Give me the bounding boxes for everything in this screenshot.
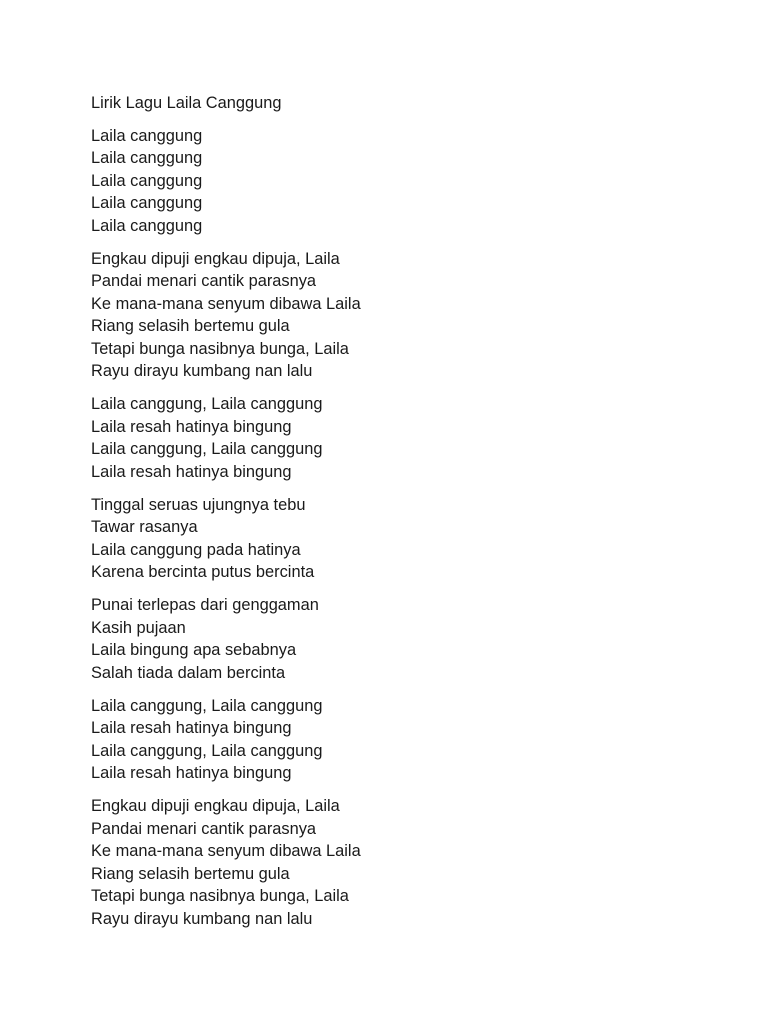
lyric-line: Laila canggung [91, 216, 203, 235]
lyric-line: Laila resah hatinya bingung [91, 462, 292, 481]
stanza-1 [91, 125, 711, 238]
lyric-line: Kasih pujaan [91, 618, 186, 637]
lyric-line: Riang selasih bertemu gula [91, 317, 290, 335]
stanza-2 [91, 248, 711, 383]
lyric-line: Rayu dirayu kumbang nan lalu [91, 362, 313, 380]
lyric-line: Engkau dipuji engkau dipuja, Laila [91, 797, 340, 815]
lyric-line: Laila resah hatinya bingung [91, 719, 292, 737]
lyric-line: Engkau dipuji engkau dipuja, Laila [91, 249, 340, 268]
lyric-line: Laila canggung, Laila canggung [91, 440, 323, 458]
lyric-line: Tawar rasanya [91, 518, 198, 536]
lyric-line: Laila canggung [91, 171, 203, 190]
stanza-5 [91, 594, 711, 684]
lyric-line: Karena bercinta putus bercinta [91, 563, 315, 581]
lyric-line: Laila canggung [91, 194, 203, 212]
lyric-line: Laila canggung [91, 149, 203, 167]
lyric-line: Laila canggung [91, 126, 203, 145]
stanza-6-chorus [91, 695, 711, 785]
lyric-line: Laila bingung apa sebabnya [91, 641, 297, 659]
stanza-3-chorus [91, 393, 711, 483]
lyric-line: Punai terlepas dari genggaman [91, 596, 319, 614]
document-title: Lirik Lagu Laila Canggung [91, 94, 282, 112]
lyric-line: Rayu dirayu kumbang nan lalu [91, 909, 313, 928]
lyric-line: Pandai menari cantik parasnya [91, 272, 317, 290]
lyric-line: Pandai menari cantik parasnya [91, 819, 317, 838]
lyric-line: Laila resah hatinya bingung [91, 764, 292, 782]
stanza-4 [91, 494, 711, 584]
lyric-line: Salah tiada dalam bercinta [91, 663, 286, 682]
lyric-line: Tetapi bunga nasibnya bunga, Laila [91, 339, 349, 358]
lyric-line: Riang selasih bertemu gula [91, 864, 290, 883]
lyric-line: Laila canggung, Laila canggung [91, 395, 323, 413]
lyric-line: Laila canggung, Laila canggung [91, 741, 323, 760]
lyric-line: Laila resah hatinya bingung [91, 417, 292, 436]
lyric-line: Tinggal seruas ujungnya tebu [91, 495, 306, 514]
lyric-line: Laila canggung, Laila canggung [91, 696, 323, 715]
lyric-line: Ke mana-mana senyum dibawa Laila [91, 294, 361, 313]
lyric-line: Tetapi bunga nasibnya bunga, Laila [91, 887, 349, 905]
stanza-7 [91, 795, 711, 930]
document-page [91, 92, 711, 941]
lyric-line: Ke mana-mana senyum dibawa Laila [91, 842, 361, 860]
lyric-line: Laila canggung pada hatinya [91, 540, 301, 559]
